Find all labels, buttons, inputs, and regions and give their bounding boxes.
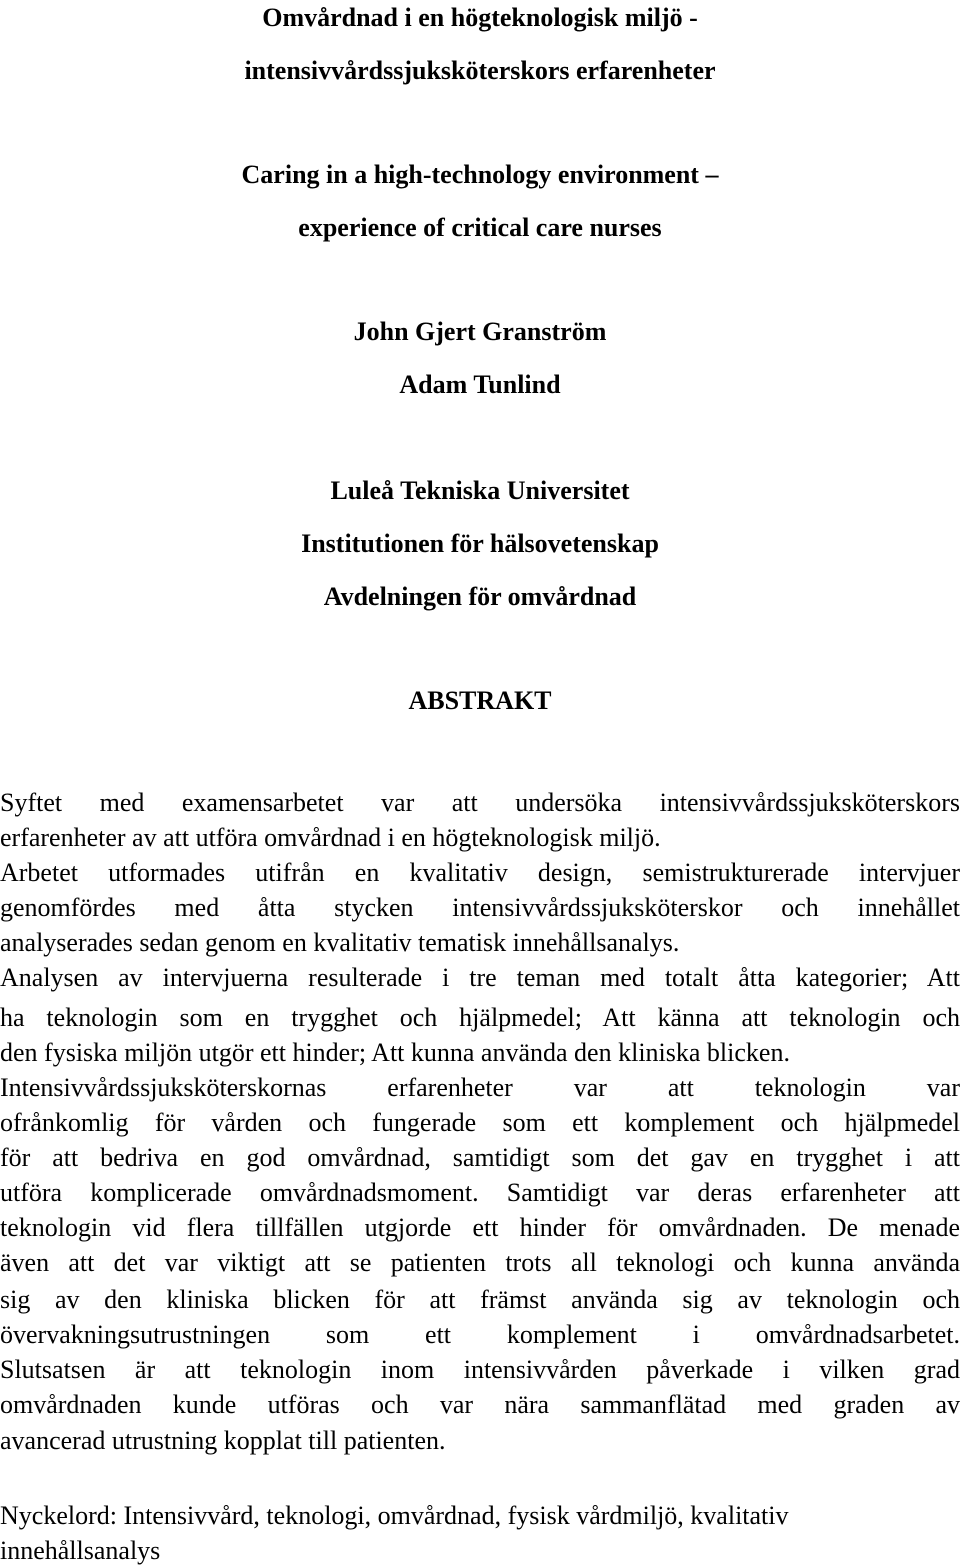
abstract-line: ha teknologin som en trygghet och hjälpmedel; Att känna att teknologin och xyxy=(0,1003,960,1032)
abstract-line: Syftet med examensarbetet var att undersöka intensivvårdssjuksköterskors xyxy=(0,788,960,817)
abstract-line: omvårdnaden kunde utföras och var nära sammanflätad med graden av xyxy=(0,1390,960,1419)
keywords-line-2: innehållsanalys xyxy=(0,1536,161,1565)
title-sv-line-1: Omvårdnad i en högteknologisk miljö - xyxy=(262,3,698,32)
abstract-line: ofrånkomlig för vården och fungerade som ett komplement och hjälpmedel xyxy=(0,1108,960,1137)
abstract-line: övervakningsutrustningen som ett komplement i omvårdnadsarbetet. xyxy=(0,1320,960,1349)
affiliation-university: Luleå Tekniska Universitet xyxy=(330,476,630,505)
abstract-line: utföra komplicerade omvårdnadsmoment. Samtidigt var deras erfarenheter att xyxy=(0,1178,960,1207)
title-en-line-2: experience of critical care nurses xyxy=(298,213,662,242)
abstract-line: analyserades sedan genom en kvalitativ tematisk innehållsanalys. xyxy=(0,928,680,957)
keywords-line-1: Nyckelord: Intensivvård, teknologi, omvårdnad, fysisk vårdmiljö, kvalitativ xyxy=(0,1501,789,1530)
title-en-line-1: Caring in a high-technology environment – xyxy=(241,160,719,189)
author-1: John Gjert Granström xyxy=(353,317,607,346)
abstract-line: även att det var viktigt att se patienten trots all teknologi och kunna använda xyxy=(0,1248,960,1277)
abstract-line: Slutsatsen är att teknologin inom intensivvården påverkade i vilken grad xyxy=(0,1355,960,1384)
abstract-line: Intensivvårdssjuksköterskornas erfarenheter var att teknologin var xyxy=(0,1073,960,1102)
abstract-line: teknologin vid flera tillfällen utgjorde ett hinder för omvårdnaden. De menade xyxy=(0,1213,960,1242)
abstract-line: sig av den kliniska blicken för att främst använda sig av teknologin och xyxy=(0,1285,960,1314)
abstract-line: avancerad utrustning kopplat till patienten. xyxy=(0,1426,446,1455)
author-2: Adam Tunlind xyxy=(399,370,561,399)
abstract-line: Analysen av intervjuerna resulterade i tre teman med totalt åtta kategorier; Att xyxy=(0,963,960,992)
abstract-line: den fysiska miljön utgör ett hinder; Att kunna använda den kliniska blicken. xyxy=(0,1038,790,1067)
affiliation-division: Avdelningen för omvårdnad xyxy=(323,582,637,611)
abstract-line: Arbetet utformades utifrån en kvalitativ design, semistrukturerade intervjuer xyxy=(0,858,960,887)
abstract-line: genomfördes med åtta stycken intensivvårdssjuksköterskor och innehållet xyxy=(0,893,960,922)
abstract-line: för att bedriva en god omvårdnad, samtidigt som det gav en trygghet i att xyxy=(0,1143,960,1172)
affiliation-institution: Institutionen för hälsovetenskap xyxy=(301,529,659,558)
abstract-line: erfarenheter av att utföra omvårdnad i en högteknologisk miljö. xyxy=(0,823,661,852)
title-sv-line-2: intensivvårdssjuksköterskors erfarenheter xyxy=(244,56,716,85)
abstract-heading: ABSTRAKT xyxy=(408,686,552,715)
